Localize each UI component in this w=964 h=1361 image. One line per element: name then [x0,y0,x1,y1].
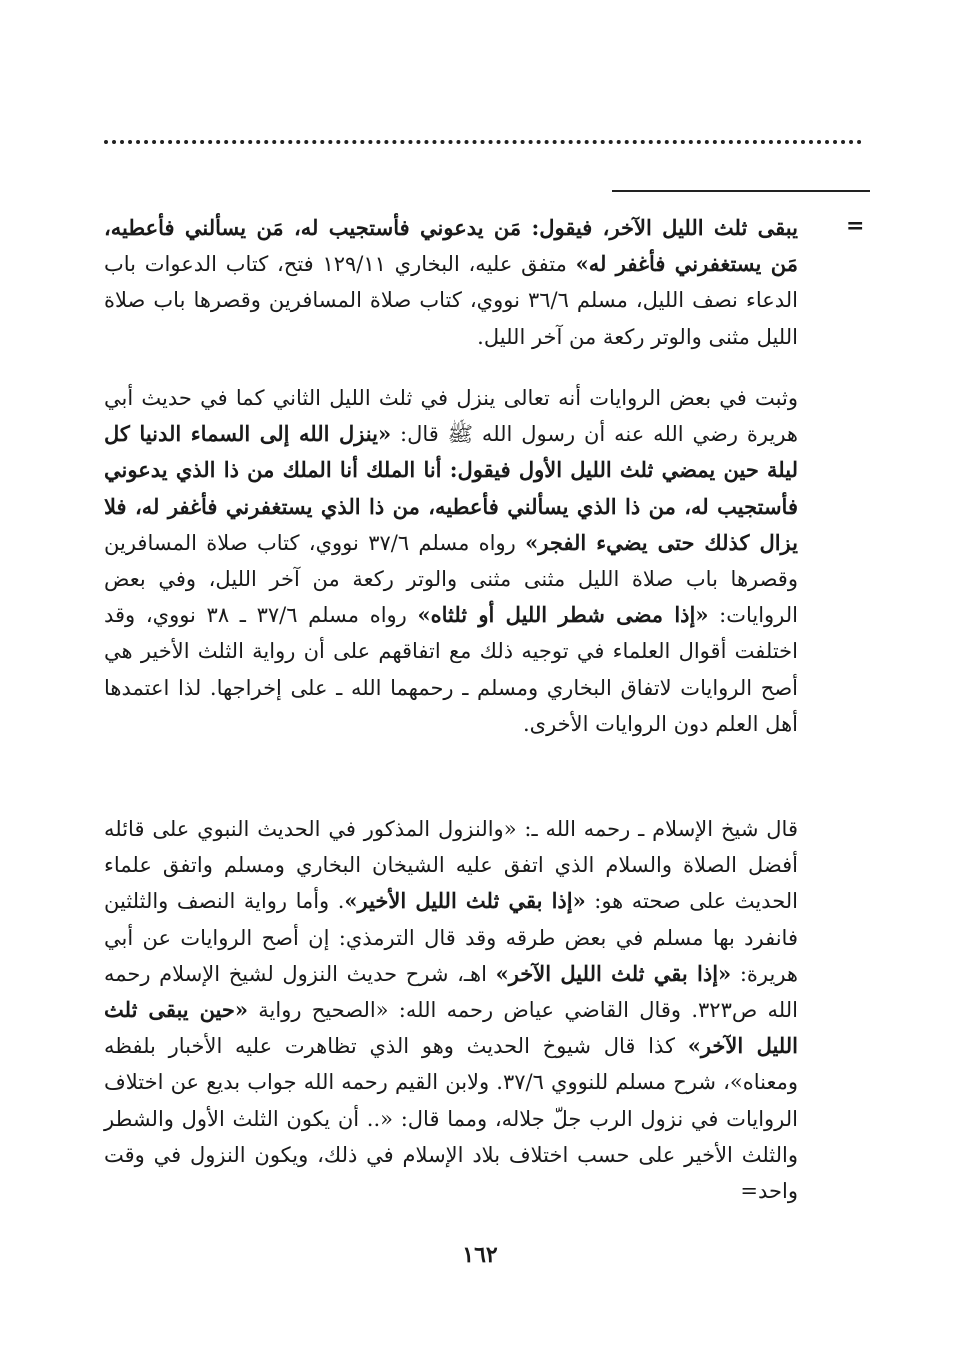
p1-hadith-quote-1: «ينزل الله إلى السماء الدنيا كل ليلة حين يمضي ثلث الليل الأول فيقول: أنا الملك أنا الملك من ذا الذي يدعوني فأستجيب له، من ذا الذي يسألني فأعطيه، من ذا الذي يستغفرني فأغفر له، فلا يزال كذلك حتى يضيء الفجر» [104,421,798,555]
page-number: ١٦٢ [462,1242,498,1268]
p2-hadith-quote-3: «حين يبقى ثلث الليل الآخر» [104,997,798,1059]
p1-text-2: رواه مسلم ٣٧/٦ نووي، كتاب صلاة المسافرين وقصرها باب صلاة الليل مثنى مثنى والوتر ركعة من آخر الليل، وفي بعض الروايات: [104,530,798,628]
p2-hadith-quote-1: «إذا بقي ثلث الليل الأخير» [344,888,586,914]
p2-hadith-quote-2: «إذا بقي ثلث الليل الآخر» [495,960,732,986]
p2-text-2: . وأما رواية النصف والثلثين فانفرد بها مسلم في بعض طرقه وقد قال الترمذي: إن أصح الروايات عن أبي هريرة: [104,889,798,986]
body-paragraph-2 [104,811,798,1209]
footnote-hadith-quote: يبقى ثلث الليل الآخر، فيقول: مَن يدعوني فأستجيب له، مَن يسألني فأعطيه، مَن يستغفرني فأغفر له» [104,215,799,277]
p1-text-1: وثبت في بعض الروايات أنه تعالى ينزل في ثلث الليل الثاني كما في حديث أبي هريرة رضي الله عنه أن رسول الله ﷺ قال: [104,386,798,447]
footnote-separator-rule [612,190,870,192]
continuation-marker: = [846,213,865,239]
p1-hadith-quote-2: «إذا مضى شطر الليل أو ثلثاه» [417,602,709,628]
body-paragraph-1 [104,380,798,742]
footnote-continuation [104,210,798,355]
p2-text-4: كذا قال شيوخ الحديث وهو الذي تظاهرت عليه الأخبار بلفظه ومعناه»، شرح مسلم للنووي ٣٧/٦. ولابن القيم رحمه الله جواب بديع عن اختلاف الروايات في نزول الرب جلّ جلاله، ومما قال: «.. أن يكون الثلث الأول والشطر والثلث الأخير على حسب اختلاف بلاد الإسلام في ذلك، ويكون النزول في وقت واحد= [104,1034,798,1204]
p2-text-1: قال شيخ الإسلام ـ رحمه الله ـ: «والنزول المذكور في الحديث النبوي على قائله أفضل الصلاة والسلام الذي اتفق عليه الشيخان البخاري ومسلم واتفق علماء الحديث على صحته هو: [104,817,798,914]
header-dotted-rule [104,140,862,144]
footnote-citation: متفق عليه، البخاري ١٢٩/١١ فتح، كتاب الدعوات باب الدعاء نصف الليل، مسلم ٣٦/٦ نووي، كتاب صلاة المسافرين وقصرها باب صلاة الليل مثنى والوتر ركعة من آخر الليل. [104,252,799,349]
p2-text-3: اهـ، شرح حديث النزول لشيخ الإسلام رحمه الله ص٣٢٣. وقال القاضي عياض رحمه الله: «الصحيح رواية [104,961,798,1023]
p1-text-3: رواه مسلم ٣٧/٦ ـ ٣٨ نووي، وقد اختلفت أقوال العلماء في توجيه ذلك مع اتفاقهم على أن رواية الثلث الأخير هي أصح الروايات لاتفاق البخاري ومسلم ـ رحمهما الله ـ على إخراجها. لذا اعتمدها أهل العلم دون الروايات الأخرى. [104,603,798,736]
paragraph-1-text [104,380,798,742]
footnote-paragraph [104,210,798,355]
paragraph-2-text [104,811,798,1209]
